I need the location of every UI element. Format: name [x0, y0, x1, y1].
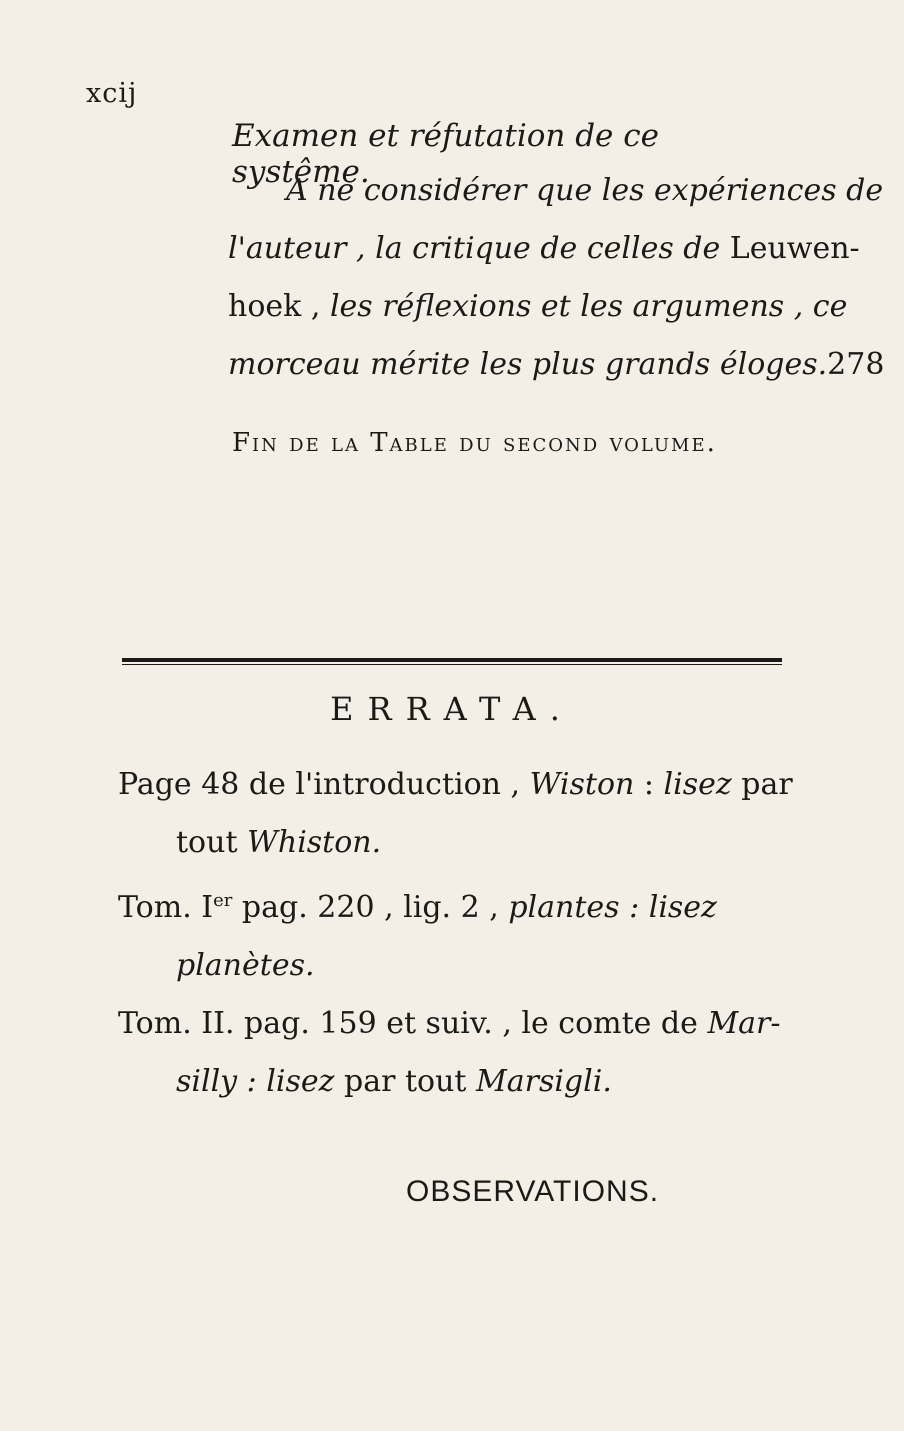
errata-1-correct: Whiston. [247, 825, 382, 860]
entry-line-2-italic: l'auteur , la critique de celles de [228, 231, 730, 266]
entry-line-3 [228, 278, 848, 336]
errata-2-sup: er [213, 890, 233, 911]
entry-line-3-italic: les réflexions et les argumens , ce [329, 289, 848, 324]
errata-3-text: Tom. II. pag. 159 et suiv. , le comte de [118, 1006, 708, 1041]
entry-line-3-name: hoek , [228, 289, 330, 324]
entry-line-4-text: morceau mérite les plus grands éloges. [228, 347, 828, 382]
errata-1-wrong: Wiston [529, 767, 635, 802]
entry-line-2-name: Leuwen- [729, 231, 860, 266]
table-entry [228, 162, 885, 394]
errata-item-3 [118, 995, 781, 1053]
entry-page-ref: 278 [827, 347, 885, 382]
errata-item-1-cont [118, 814, 778, 872]
errata-1-lisez: lisez [663, 767, 732, 802]
errata-1-par: par [731, 767, 793, 802]
errata-2-ref: pag. 220 , lig. 2 , [232, 890, 509, 925]
errata-item-2-cont [118, 937, 778, 995]
entry-line-2 [228, 220, 860, 278]
errata-item-3-cont [118, 1053, 778, 1111]
entry-line-1: A ne considérer que les expériences de [286, 173, 884, 208]
page-number: xcij [86, 78, 138, 109]
errata-item-1 [118, 756, 793, 814]
errata-2-correct: planètes. [176, 948, 315, 983]
errata-3-par: par tout [334, 1064, 476, 1099]
errata-3-wrong-cont: silly : lisez [176, 1064, 335, 1099]
divider-thick [122, 658, 782, 662]
errata-3-correct: Marsigli. [476, 1064, 612, 1099]
errata-3-wrong: Mar- [707, 1006, 781, 1041]
errata-title: ERRATA. [330, 690, 574, 728]
divider-thin [122, 664, 782, 665]
errata-1-text: Page 48 de l'introduction , [118, 767, 530, 802]
catchword: OBSERVATIONS. [406, 1175, 660, 1208]
errata-1-cont-text: tout [176, 825, 248, 860]
end-of-table-line: Fin de la Table du second volume. [232, 428, 717, 458]
section-heading: Examen et réfutation de ce systême. [232, 118, 659, 190]
errata-1-sep: : [634, 767, 664, 802]
errata-2-text: Tom. I [118, 890, 214, 925]
errata-2-wrong: plantes : lisez [508, 890, 717, 925]
errata-list [118, 756, 793, 1111]
errata-item-2 [118, 872, 778, 937]
entry-line-4 [228, 336, 885, 394]
